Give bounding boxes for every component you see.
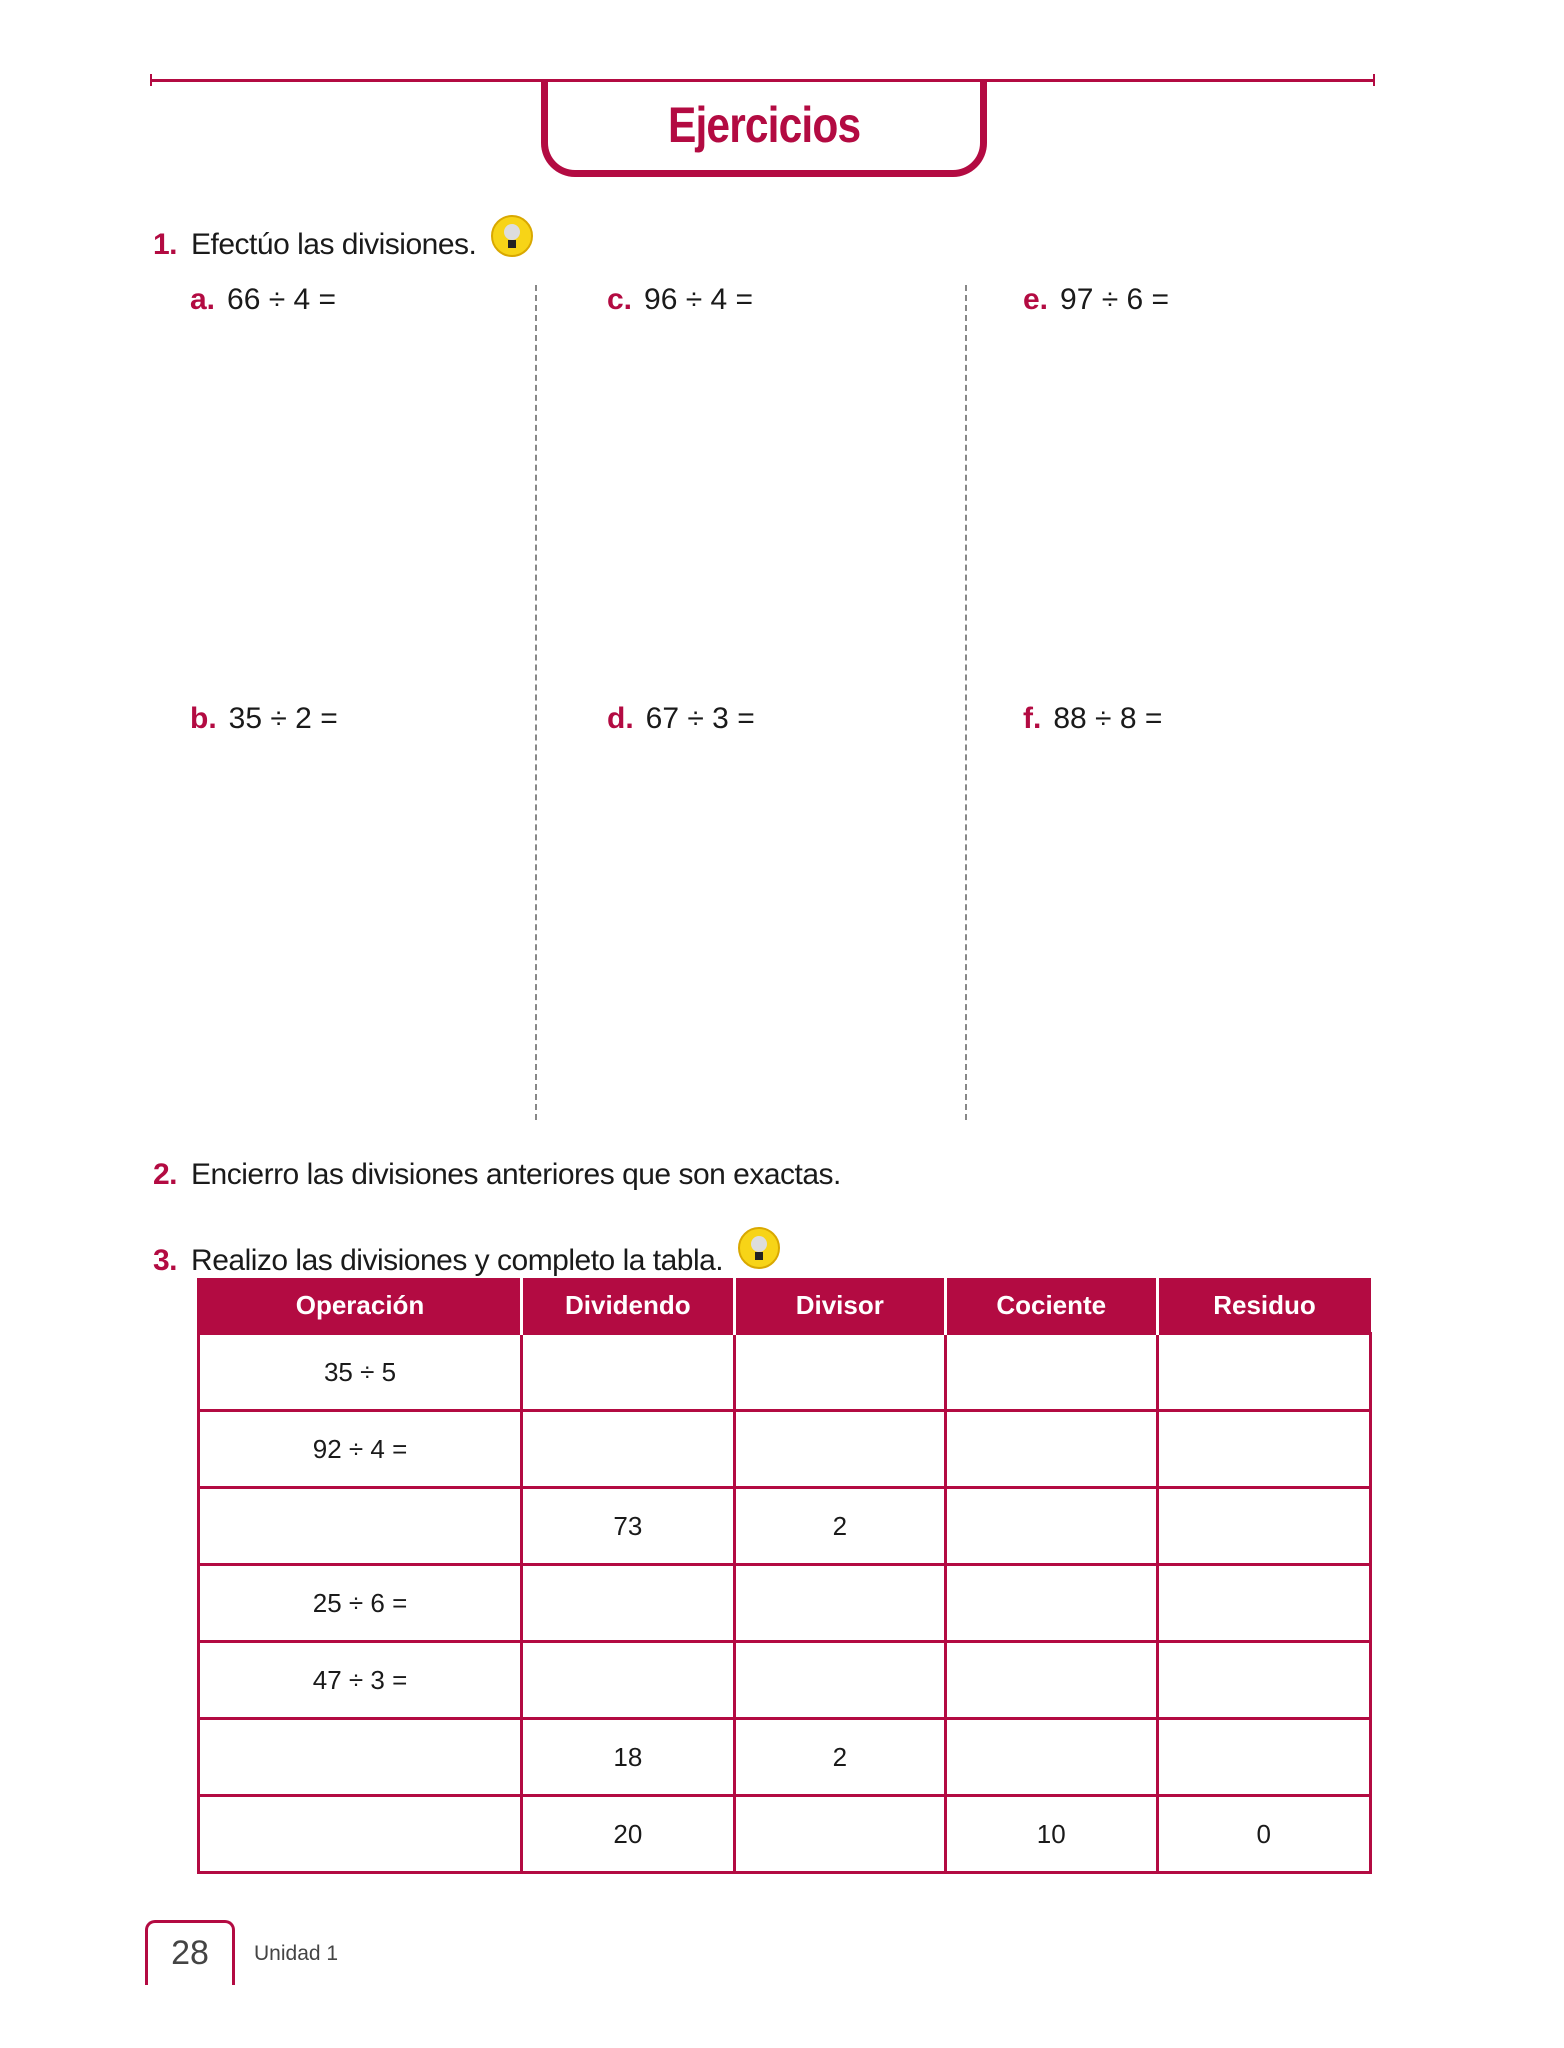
division-b: b. 35 ÷ 2 = bbox=[190, 702, 338, 735]
table-cell: 47 ÷ 3 = bbox=[199, 1642, 522, 1719]
column-header: Cociente bbox=[946, 1278, 1158, 1334]
table-cell[interactable] bbox=[946, 1488, 1158, 1565]
division-d: d. 67 ÷ 3 = bbox=[607, 702, 755, 735]
column-header: Divisor bbox=[734, 1278, 945, 1334]
table-row bbox=[199, 1796, 1371, 1873]
table-cell[interactable] bbox=[522, 1334, 735, 1411]
table-cell[interactable] bbox=[1157, 1719, 1371, 1796]
rule-end-right bbox=[1373, 74, 1375, 86]
table-cell: 25 ÷ 6 = bbox=[199, 1565, 522, 1642]
division-c: c. 96 ÷ 4 = bbox=[607, 283, 754, 316]
table-cell[interactable] bbox=[946, 1411, 1158, 1488]
column-header: Operación bbox=[199, 1278, 522, 1334]
table-cell[interactable] bbox=[199, 1796, 522, 1873]
table-cell[interactable] bbox=[946, 1565, 1158, 1642]
division-e: e. 97 ÷ 6 = bbox=[1023, 283, 1170, 316]
table-cell: 0 bbox=[1157, 1796, 1371, 1873]
division-f: f. 88 ÷ 8 = bbox=[1023, 702, 1163, 735]
table-row bbox=[199, 1719, 1371, 1796]
table-cell[interactable] bbox=[734, 1796, 945, 1873]
title-tab bbox=[541, 80, 987, 177]
exercise-1 bbox=[153, 214, 534, 262]
table-cell[interactable] bbox=[522, 1642, 735, 1719]
rule-end-left bbox=[150, 74, 152, 86]
table-cell[interactable] bbox=[734, 1334, 945, 1411]
lightbulb-icon bbox=[737, 1226, 781, 1270]
exercise-text: Efectúo las divisiones. bbox=[191, 228, 477, 261]
table-row bbox=[199, 1642, 1371, 1719]
table-cell[interactable] bbox=[199, 1719, 522, 1796]
page-title: Ejercicios bbox=[667, 97, 861, 153]
exercise-number: 1. bbox=[153, 228, 178, 261]
table-cell: 10 bbox=[946, 1796, 1158, 1873]
table-cell: 92 ÷ 4 = bbox=[199, 1411, 522, 1488]
unit-label: Unidad 1 bbox=[254, 1942, 339, 1965]
column-header: Dividendo bbox=[522, 1278, 735, 1334]
table-cell[interactable] bbox=[1157, 1642, 1371, 1719]
table-cell[interactable] bbox=[1157, 1334, 1371, 1411]
table-row bbox=[199, 1411, 1371, 1488]
table-cell[interactable] bbox=[1157, 1411, 1371, 1488]
table-cell[interactable] bbox=[734, 1642, 945, 1719]
table-row bbox=[199, 1565, 1371, 1642]
column-divider bbox=[535, 285, 537, 1120]
table-cell: 2 bbox=[734, 1488, 945, 1565]
table-cell: 2 bbox=[734, 1719, 945, 1796]
page-number: 28 bbox=[145, 1920, 235, 1985]
table-cell[interactable] bbox=[522, 1565, 735, 1642]
division-table bbox=[197, 1278, 1372, 1874]
table-row bbox=[199, 1488, 1371, 1565]
table-row bbox=[199, 1334, 1371, 1411]
table-cell: 73 bbox=[522, 1488, 735, 1565]
table-cell[interactable] bbox=[734, 1411, 945, 1488]
exercise-3: 3. Realizo las divisiones y completo la tabla. bbox=[153, 1226, 781, 1278]
exercise-2: 2. Encierro las divisiones anteriores que son exactas. bbox=[153, 1158, 841, 1191]
lightbulb-icon bbox=[490, 214, 534, 258]
table-cell[interactable] bbox=[946, 1719, 1158, 1796]
division-a: a. 66 ÷ 4 = bbox=[190, 283, 337, 316]
table-cell[interactable] bbox=[946, 1642, 1158, 1719]
table-cell[interactable] bbox=[946, 1334, 1158, 1411]
column-divider bbox=[965, 285, 967, 1120]
table-cell: 35 ÷ 5 bbox=[199, 1334, 522, 1411]
table-cell[interactable] bbox=[1157, 1488, 1371, 1565]
table-cell[interactable] bbox=[1157, 1565, 1371, 1642]
table-cell[interactable] bbox=[199, 1488, 522, 1565]
column-header: Residuo bbox=[1157, 1278, 1371, 1334]
table-cell: 18 bbox=[522, 1719, 735, 1796]
table-cell[interactable] bbox=[522, 1411, 735, 1488]
table-cell[interactable] bbox=[734, 1565, 945, 1642]
table-cell: 20 bbox=[522, 1796, 735, 1873]
